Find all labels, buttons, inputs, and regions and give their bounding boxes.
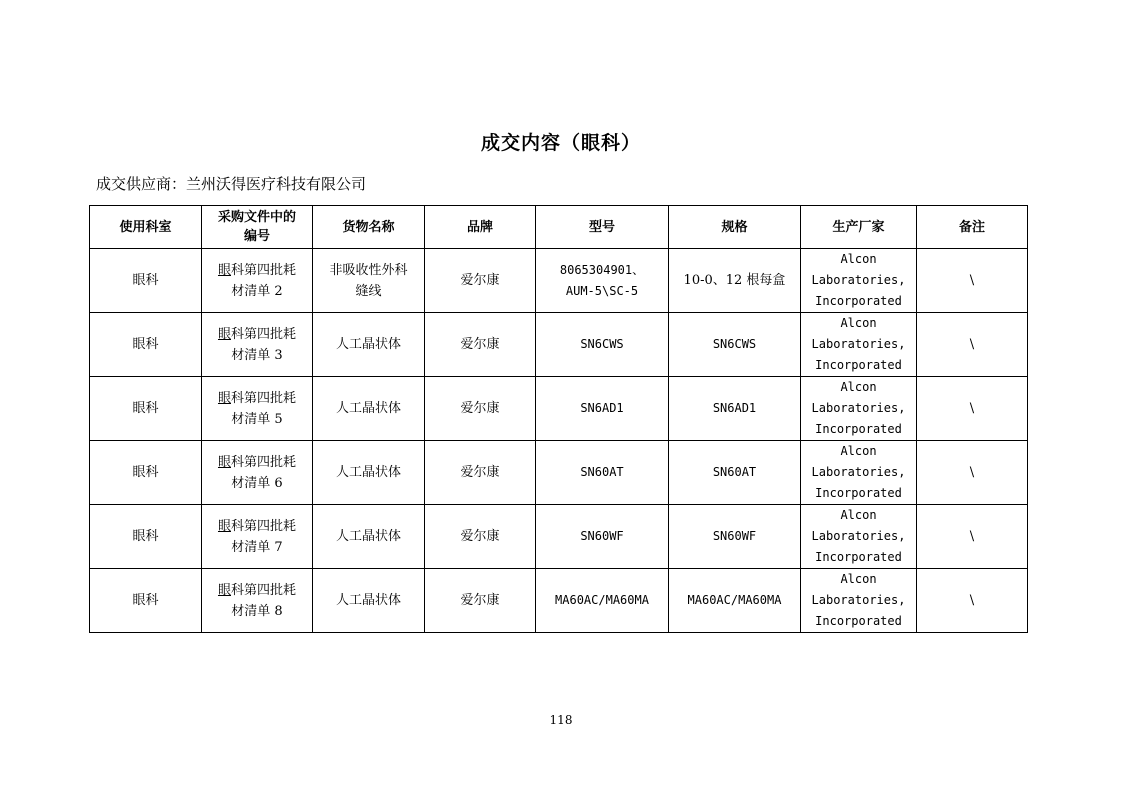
table-row	[90, 377, 1028, 441]
cell-spec: SN6CWS	[669, 313, 801, 377]
manufacturer-line3: Incorporated	[815, 422, 902, 436]
goods-name-line1: 非吸收性外科	[329, 262, 408, 278]
manufacturer-line2: Laboratories,	[811, 273, 906, 287]
manufacturer-line1: Alcon	[840, 316, 877, 330]
cell-manufacturer	[801, 569, 917, 633]
file-number-first-char: 眼	[217, 262, 231, 278]
cell-goods-name	[313, 249, 425, 313]
header-file-number-line1: 采购文件中的	[217, 210, 296, 225]
cell-department: 眼科	[90, 505, 202, 569]
manufacturer-line2: Laboratories,	[811, 337, 906, 351]
cell-file-number	[202, 569, 313, 633]
page-title: 成交内容（眼科）	[480, 132, 641, 154]
cell-brand: 爱尔康	[425, 569, 536, 633]
file-number-line2: 材清单 3	[231, 347, 283, 363]
supplier-label: 成交供应商：	[96, 175, 187, 193]
cell-department: 眼科	[90, 569, 202, 633]
file-number-first-char: 眼	[217, 582, 231, 598]
cell-manufacturer	[801, 441, 917, 505]
file-number-first-char: 眼	[217, 326, 231, 342]
cell-brand: 爱尔康	[425, 249, 536, 313]
cell-remark: \	[917, 377, 1028, 441]
cell-goods-name: 人工晶状体	[313, 505, 425, 569]
file-number-first-char: 眼	[217, 518, 231, 534]
cell-remark: \	[917, 569, 1028, 633]
cell-goods-name: 人工晶状体	[313, 441, 425, 505]
cell-model	[536, 249, 669, 313]
cell-goods-name: 人工晶状体	[313, 313, 425, 377]
cell-spec: 10-0、12 根每盒	[669, 249, 801, 313]
model-line2: AUM-5\SC-5	[565, 283, 639, 298]
cell-brand: 爱尔康	[425, 377, 536, 441]
manufacturer-line3: Incorporated	[815, 486, 902, 500]
goods-name-line2: 缝线	[355, 283, 382, 299]
file-number-first-char: 眼	[217, 390, 231, 406]
cell-file-number	[202, 313, 313, 377]
file-number-line2: 材清单 5	[231, 411, 283, 427]
header-file-number-line2: 编号	[243, 229, 270, 244]
cell-model: SN6AD1	[536, 377, 669, 441]
cell-remark: \	[917, 441, 1028, 505]
header-brand: 品牌	[425, 206, 536, 249]
cell-manufacturer	[801, 313, 917, 377]
header-department: 使用科室	[90, 206, 202, 249]
cell-manufacturer	[801, 377, 917, 441]
page-number: 118	[549, 713, 573, 727]
cell-file-number	[202, 249, 313, 313]
manufacturer-line2: Laboratories,	[811, 401, 906, 415]
cell-file-number	[202, 441, 313, 505]
header-file-number	[202, 206, 313, 249]
cell-manufacturer	[801, 505, 917, 569]
cell-model: SN60AT	[536, 441, 669, 505]
cell-department: 眼科	[90, 441, 202, 505]
cell-model: SN6CWS	[536, 313, 669, 377]
cell-manufacturer	[801, 249, 917, 313]
cell-goods-name: 人工晶状体	[313, 569, 425, 633]
manufacturer-line1: Alcon	[840, 444, 877, 458]
file-number-first-char: 眼	[217, 454, 231, 470]
file-number-line1: 科第四批耗	[231, 390, 297, 406]
file-number-line1: 科第四批耗	[231, 518, 297, 534]
model-line1: 8065304901、	[559, 262, 645, 277]
cell-remark: \	[917, 249, 1028, 313]
file-number-line2: 材清单 8	[231, 603, 283, 619]
cell-brand: 爱尔康	[425, 313, 536, 377]
table-row	[90, 569, 1028, 633]
cell-remark: \	[917, 313, 1028, 377]
table-row	[90, 505, 1028, 569]
cell-spec: SN60AT	[669, 441, 801, 505]
deal-content-table	[89, 205, 1028, 633]
header-manufacturer: 生产厂家	[801, 206, 917, 249]
file-number-line1: 科第四批耗	[231, 326, 297, 342]
supplier-line	[96, 173, 366, 194]
cell-file-number	[202, 377, 313, 441]
header-remark: 备注	[917, 206, 1028, 249]
table-row	[90, 441, 1028, 505]
cell-brand: 爱尔康	[425, 505, 536, 569]
cell-department: 眼科	[90, 249, 202, 313]
table-row	[90, 313, 1028, 377]
manufacturer-line3: Incorporated	[815, 358, 902, 372]
header-spec: 规格	[669, 206, 801, 249]
header-model: 型号	[536, 206, 669, 249]
manufacturer-line2: Laboratories,	[811, 529, 906, 543]
manufacturer-line3: Incorporated	[815, 614, 902, 628]
header-goods-name: 货物名称	[313, 206, 425, 249]
cell-department: 眼科	[90, 313, 202, 377]
cell-goods-name: 人工晶状体	[313, 377, 425, 441]
manufacturer-line3: Incorporated	[815, 294, 902, 308]
file-number-line2: 材清单 7	[231, 539, 283, 555]
cell-department: 眼科	[90, 377, 202, 441]
manufacturer-line1: Alcon	[840, 252, 877, 266]
manufacturer-line3: Incorporated	[815, 550, 902, 564]
manufacturer-line1: Alcon	[840, 572, 877, 586]
file-number-line1: 科第四批耗	[231, 262, 297, 278]
cell-brand: 爱尔康	[425, 441, 536, 505]
cell-spec: MA60AC/MA60MA	[669, 569, 801, 633]
file-number-line1: 科第四批耗	[231, 582, 297, 598]
table-row	[90, 249, 1028, 313]
cell-model: MA60AC/MA60MA	[536, 569, 669, 633]
file-number-line2: 材清单 6	[231, 475, 283, 491]
file-number-line2: 材清单 2	[231, 283, 283, 299]
cell-spec: SN6AD1	[669, 377, 801, 441]
cell-file-number	[202, 505, 313, 569]
manufacturer-line2: Laboratories,	[811, 593, 906, 607]
manufacturer-line1: Alcon	[840, 508, 877, 522]
supplier-name: 兰州沃得医疗科技有限公司	[186, 175, 367, 193]
cell-spec: SN60WF	[669, 505, 801, 569]
cell-remark: \	[917, 505, 1028, 569]
table-header-row	[90, 206, 1028, 249]
manufacturer-line2: Laboratories,	[811, 465, 906, 479]
manufacturer-line1: Alcon	[840, 380, 877, 394]
file-number-line1: 科第四批耗	[231, 454, 297, 470]
cell-model: SN60WF	[536, 505, 669, 569]
